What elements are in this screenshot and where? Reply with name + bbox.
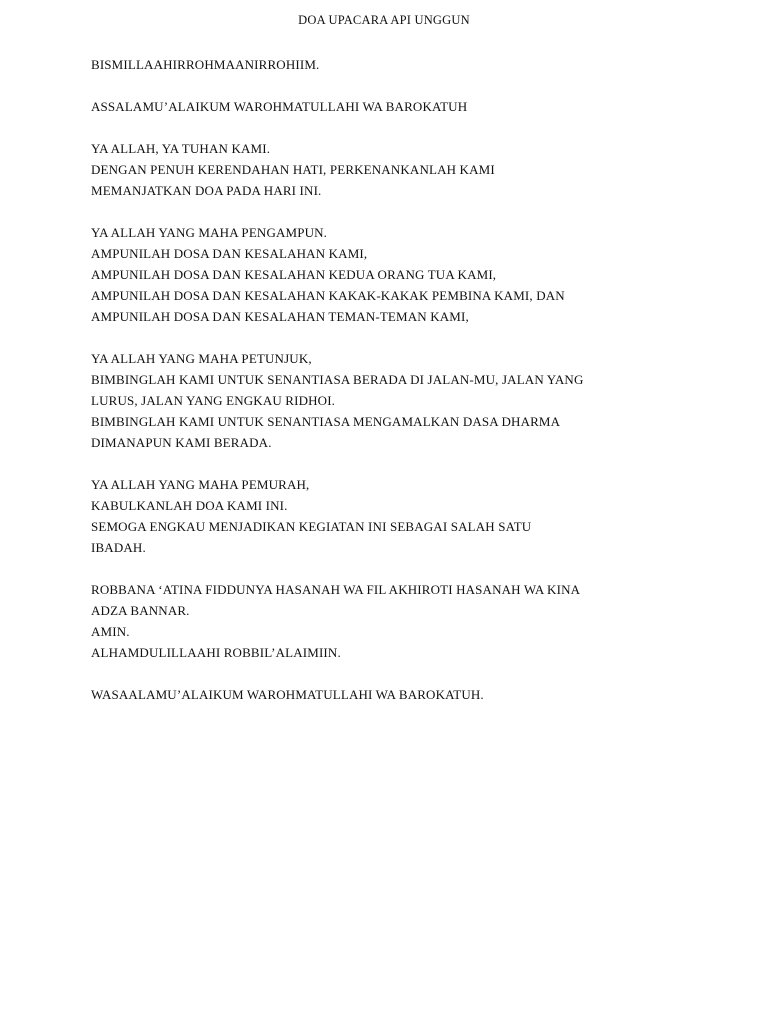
text-line: YA ALLAH, YA TUHAN KAMI. — [91, 141, 271, 156]
paragraph-gap — [91, 117, 711, 138]
text-line: KABULKANLAH DOA KAMI INI. — [91, 498, 288, 513]
paragraph-gap — [91, 75, 711, 96]
text-line: AMIN. — [91, 624, 130, 639]
text-line: DIMANAPUN KAMI BERADA. — [91, 435, 272, 450]
text-line: MEMANJATKAN DOA PADA HARI INI. — [91, 183, 322, 198]
text-line: YA ALLAH YANG MAHA PENGAMPUN. — [91, 225, 328, 240]
text-line: AMPUNILAH DOSA DAN KESALAHAN KAKAK-KAKAK PEMBINA KAMI, DAN — [91, 288, 565, 303]
paragraph-gap — [91, 558, 711, 579]
text-line: BIMBINGLAH KAMI UNTUK SENANTIASA MENGAMALKAN DASA DHARMA — [91, 414, 561, 429]
text-line: ASSALAMU’ALAIKUM WAROHMATULLAHI WA BAROKATUH — [91, 99, 468, 114]
text-line: DENGAN PENUH KERENDAHAN HATI, PERKENANKANLAH KAMI — [91, 162, 495, 177]
document-body — [91, 54, 711, 705]
text-line: AMPUNILAH DOSA DAN KESALAHAN KEDUA ORANG TUA KAMI, — [91, 267, 497, 282]
text-line: BIMBINGLAH KAMI UNTUK SENANTIASA BERADA DI JALAN-MU, JALAN YANG — [91, 372, 584, 387]
text-line: ALHAMDULILLAAHI ROBBIL’ALAIMIIN. — [91, 645, 341, 660]
paragraph-gap — [91, 201, 711, 222]
text-line: IBADAH. — [91, 540, 146, 555]
paragraph-gap — [91, 453, 711, 474]
text-line: ROBBANA ‘ATINA FIDDUNYA HASANAH WA FIL AKHIROTI HASANAH WA KINA — [91, 582, 581, 597]
text-line: YA ALLAH YANG MAHA PEMURAH, — [91, 477, 310, 492]
text-line: YA ALLAH YANG MAHA PETUNJUK, — [91, 351, 312, 366]
text-line: BISMILLAAHIRROHMAANIRROHIIM. — [91, 57, 320, 72]
document-title: DOA UPACARA API UNGGUN — [298, 13, 470, 27]
paragraph-gap — [91, 663, 711, 684]
text-line: ADZA BANNAR. — [91, 603, 190, 618]
text-line: SEMOGA ENGKAU MENJADIKAN KEGIATAN INI SEBAGAI SALAH SATU — [91, 519, 532, 534]
text-line: AMPUNILAH DOSA DAN KESALAHAN KAMI, — [91, 246, 368, 261]
paragraph-gap — [91, 327, 711, 348]
text-line: LURUS, JALAN YANG ENGKAU RIDHOI. — [91, 393, 336, 408]
text-line: WASAALAMU’ALAIKUM WAROHMATULLAHI WA BAROKATUH. — [91, 687, 484, 702]
text-line: AMPUNILAH DOSA DAN KESALAHAN TEMAN-TEMAN KAMI, — [91, 309, 469, 324]
